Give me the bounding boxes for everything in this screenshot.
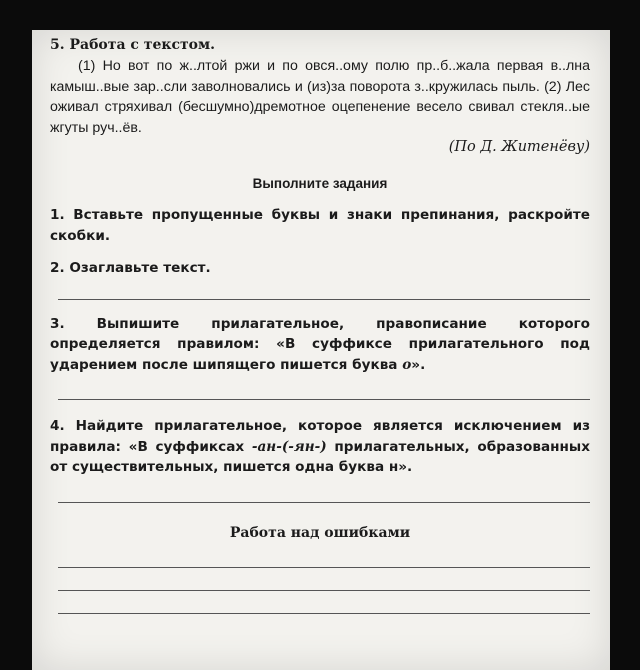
excerpt-text: (1) Но вот по ж..лтой ржи и по овся..ому полю пр..б..жала первая в..лна камыш..вые зар..сли заволновались и (из)за поворота з..кружилась пыль. (2) Лес оживал стряхивал (бесшумно)дремотное оцепенение весело свивал стекля..ые жгуты руч..ёв. (50, 58, 590, 136)
task-4: 4. Найдите прилагательное, которое является исключением из правила: «В суффиксах -ан-(-ян-) прилагательных, образованных от существительных, пишется одна буква н». (50, 418, 590, 475)
tasks-heading: Выполните задания (252, 176, 388, 191)
errors-heading: Работа над ошибками (229, 524, 411, 541)
worksheet-content (50, 36, 590, 614)
task-1: 1. Вставьте пропущенные буквы и знаки препинания, раскройте скобки. (50, 207, 590, 244)
task-2: 2. Озаглавьте текст. (50, 260, 211, 276)
worksheet-page (32, 30, 610, 670)
errors-line-3[interactable] (58, 613, 590, 614)
section-title: 5. Работа с текстом. (50, 37, 216, 53)
task-3: 3. Выпишите прилагательное, правописание которого определяется правилом: «В суффиксе прилагательного под ударением после шипящего пишется буква о». (50, 315, 590, 373)
excerpt-author: (По Д. Житенёву) (448, 139, 590, 155)
